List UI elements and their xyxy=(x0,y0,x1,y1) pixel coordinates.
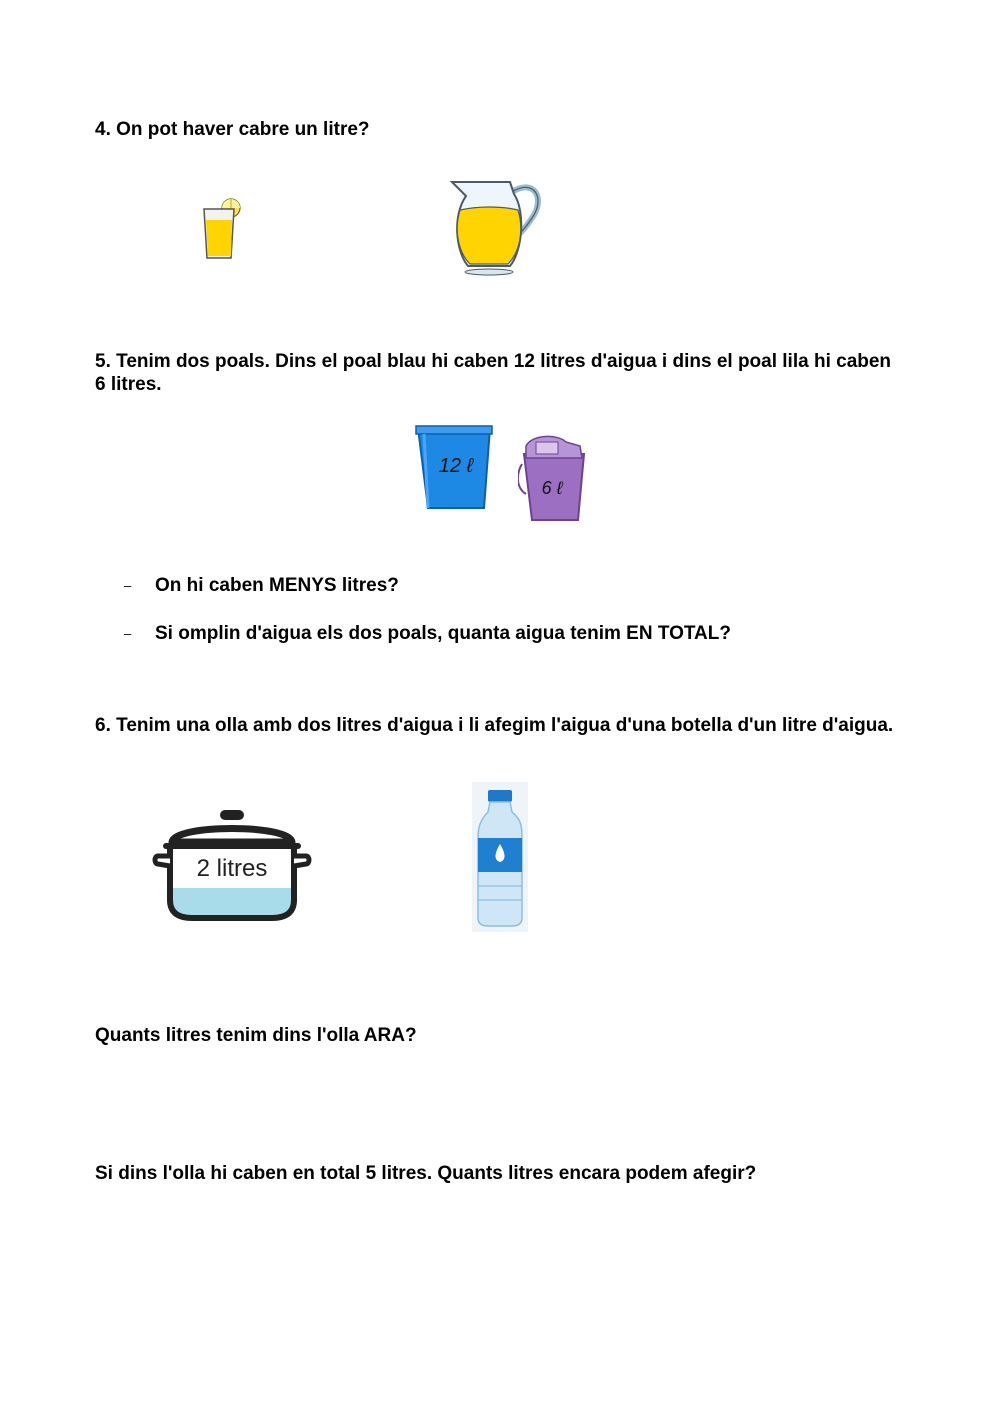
bullet-dash: – xyxy=(124,626,132,641)
question-6-capacity: Si dins l'olla hi caben en total 5 litres. Quants litres encara podem afegir? xyxy=(95,1163,757,1184)
purple-bucket-label: 6 ℓ xyxy=(541,478,563,498)
question-6-title: 6. Tenim una olla amb dos litres d'aigua i li afegim l'aigua d'una botella d'un litre d'aigua. xyxy=(95,715,894,736)
water-bottle-icon xyxy=(472,782,528,932)
blue-bucket-icon xyxy=(414,424,494,512)
juice-glass-icon xyxy=(198,196,246,262)
question-6-now: Quants litres tenim dins l'olla ARA? xyxy=(95,1025,417,1046)
bullet-dash: – xyxy=(124,578,132,593)
bullet-text: On hi caben MENYS litres? xyxy=(155,575,399,596)
pot-label: 2 litres xyxy=(196,855,268,882)
juice-pitcher-icon xyxy=(448,176,542,276)
question-5-title: 5. Tenim dos poals. Dins el poal blau hi caben 12 litres d'aigua i dins el poal lila hi caben 6 litres. xyxy=(95,351,892,395)
cooking-pot-icon xyxy=(152,806,312,926)
question-4-title: 4. On pot haver cabre un litre? xyxy=(95,119,370,140)
blue-bucket-label: 12 ℓ xyxy=(438,455,474,477)
bullet-text: Si omplin d'aigua els dos poals, quanta aigua tenim EN TOTAL? xyxy=(155,623,731,644)
purple-bucket-icon xyxy=(518,434,590,526)
